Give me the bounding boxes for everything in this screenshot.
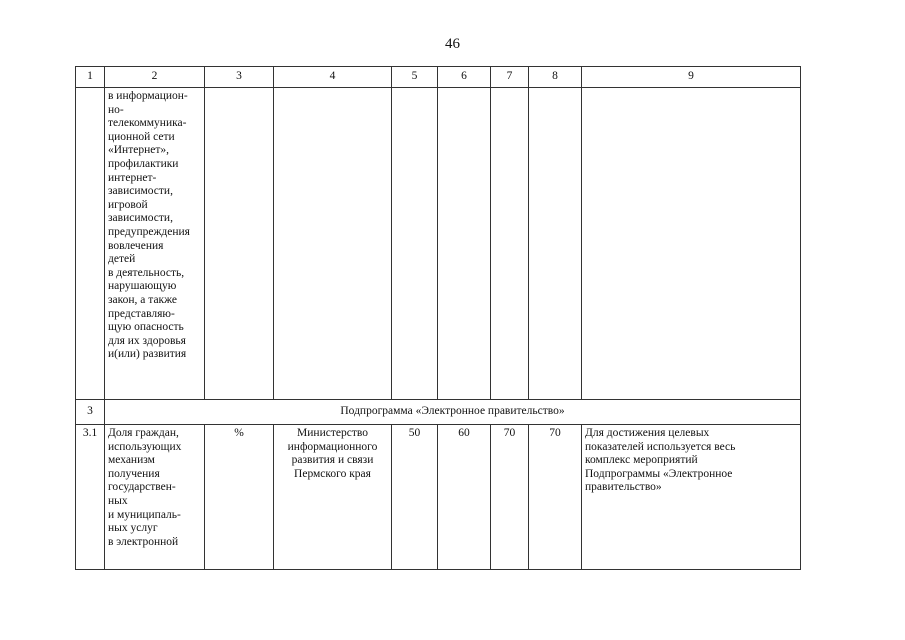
continuation-row <box>76 88 801 400</box>
value-col-6: 60 <box>438 425 491 570</box>
page-number: 46 <box>445 36 460 52</box>
header-col-2: 2 <box>105 67 205 88</box>
unit-cell: % <box>205 425 274 570</box>
subprogram-row <box>76 400 801 425</box>
indicator-name: Доля граждан, использующих механизм получения государствен- ных и муниципаль- ных услуг в электронной <box>105 425 205 570</box>
cont-col-7 <box>491 88 529 400</box>
header-row <box>76 67 801 88</box>
cont-indicator-text: в информацион- но- телекоммуника- ционной сети «Интернет», профилактики интернет- зависимости, игровой зависимости, предупреждения вовлечения детей в деятельность, нарушающую закон, а также представляю- щую опасность для их здоровья и(или) развития <box>105 88 205 400</box>
header-col-7: 7 <box>491 67 529 88</box>
cont-col-3 <box>205 88 274 400</box>
cont-col-9 <box>582 88 801 400</box>
value-col-8: 70 <box>529 425 582 570</box>
cont-col-1 <box>76 88 105 400</box>
cont-col-4 <box>274 88 392 400</box>
header-col-4: 4 <box>274 67 392 88</box>
header-col-1: 1 <box>76 67 105 88</box>
subprogram-title: Подпрограмма «Электронное правительство» <box>105 400 801 425</box>
cont-col-8 <box>529 88 582 400</box>
header-col-6: 6 <box>438 67 491 88</box>
row-number: 3.1 <box>76 425 105 570</box>
indicators-table <box>75 66 801 570</box>
value-col-7: 70 <box>491 425 529 570</box>
note-cell: Для достижения целевых показателей используется весь комплекс мероприятий Подпрограммы «Электронное правительство» <box>582 425 801 570</box>
cont-col-5 <box>392 88 438 400</box>
header-col-8: 8 <box>529 67 582 88</box>
header-col-3: 3 <box>205 67 274 88</box>
indicator-row-3-1 <box>76 425 801 570</box>
subprogram-number: 3 <box>76 400 105 425</box>
header-col-9: 9 <box>582 67 801 88</box>
header-col-5: 5 <box>392 67 438 88</box>
cont-col-6 <box>438 88 491 400</box>
executor-cell: Министерство информационного развития и связи Пермского края <box>274 425 392 570</box>
value-col-5: 50 <box>392 425 438 570</box>
